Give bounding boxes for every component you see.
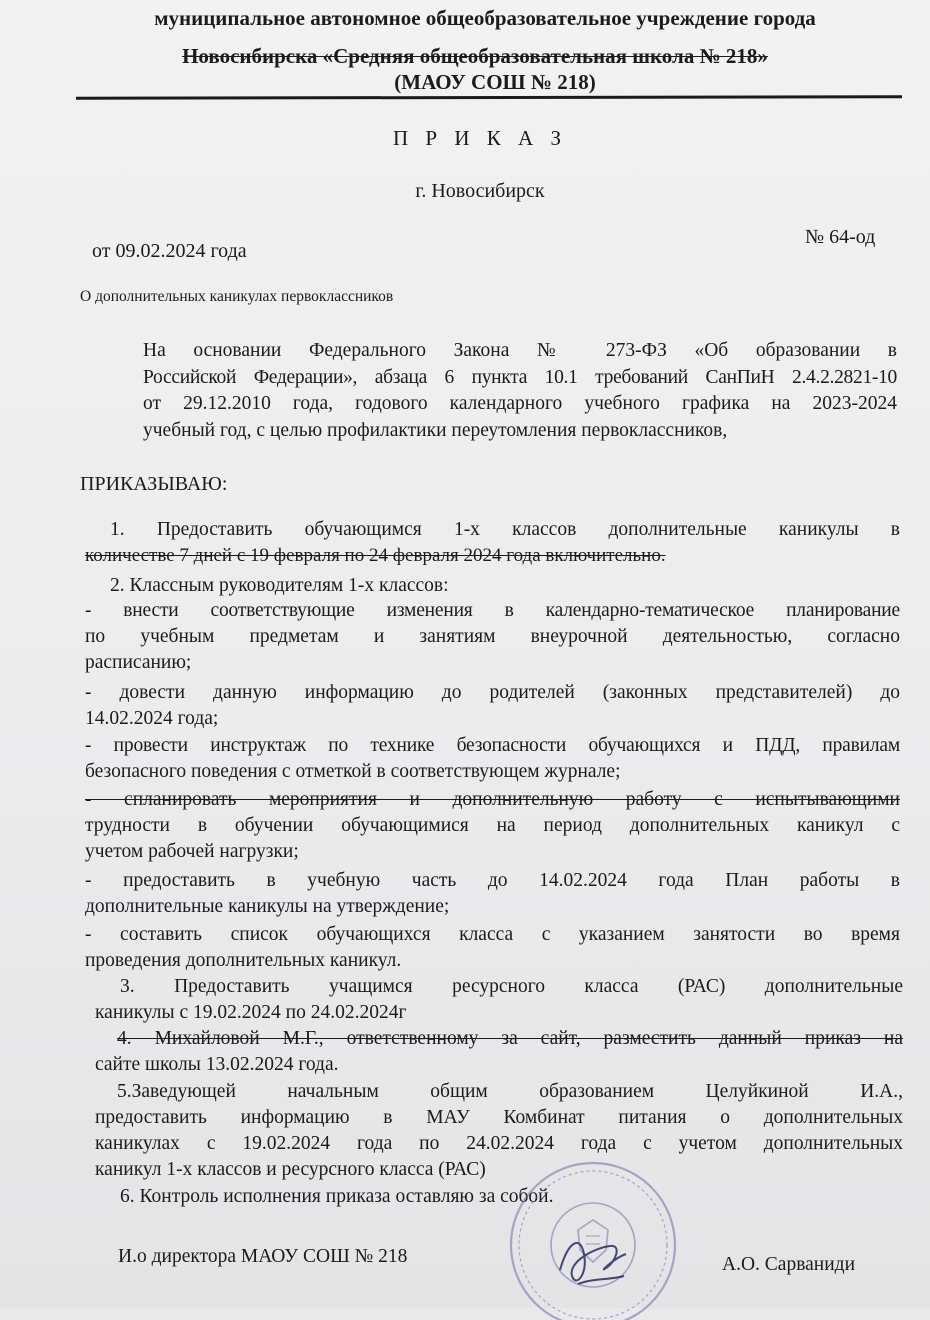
preamble-line: На основании Федерального Закона № 273-ФЗ «Об образовании в [143, 340, 897, 361]
subitem-submit-plan [85, 868, 900, 920]
item-line: по учебным предметам и занятиям внеурочной деятельностью, согласно [85, 626, 900, 647]
signature-position: И.о директора МАОУ СОШ № 218 [118, 1246, 408, 1267]
preamble-line: учебный год, с целью профилактики переутомления первоклассников, [143, 419, 728, 441]
item-line: - составить список обучающихся класса с указанием занятости во время [85, 924, 900, 945]
header-divider [76, 95, 902, 99]
item-line: каникулы с 19.02.2024 по 24.02.2024г [95, 1002, 407, 1023]
item-line: - внести соответствующие изменения в календарно-тематическое планирование [85, 600, 900, 621]
order-item-2 [110, 573, 925, 599]
document-city: г. Новосибирск [415, 180, 545, 202]
subitem-safety-briefing [85, 733, 900, 785]
item-line: - спланировать мероприятия и дополнительную работу с испытывающими [85, 789, 900, 810]
order-word: ПРИКАЗЫВАЮ: [80, 473, 228, 495]
subitem-inform-parents [85, 680, 900, 732]
preamble [85, 338, 897, 444]
item-line: 1. Предоставить обучающимся 1-х классов дополнительные каникулы в [110, 519, 900, 540]
item-line: 3. Предоставить учащимся ресурсного класса (РАС) дополнительные [120, 976, 903, 997]
subitem-student-list [85, 922, 900, 974]
item-line: проведения дополнительных каникул. [85, 950, 402, 971]
item-line: количестве 7 дней с 19 февраля по 24 февраля 2024 года включительно. [85, 545, 666, 566]
subitem-plan-activities [85, 787, 900, 865]
document-title: П Р И К А З [393, 126, 567, 150]
item-line: учетом рабочей нагрузки; [85, 841, 299, 862]
item-line: расписанию; [85, 652, 192, 673]
item-line: 14.02.2024 года; [85, 708, 219, 729]
item-line: 5.Заведующей начальным общим образованием Целуйкиной И.А., [117, 1081, 903, 1102]
subitem-plan-changes [85, 598, 900, 676]
header-org-line-1: муниципальное автономное общеобразовательное учреждение города [154, 6, 816, 30]
preamble-line: от 29.12.2010 года, годового календарного учебного графика на 2023-2024 [143, 393, 897, 414]
header-org-abbrev: (МАОУ СОШ № 218) [394, 70, 596, 94]
item-line: каникул 1-х классов и ресурсного класса (РАС) [95, 1159, 486, 1180]
item-line: 6. Контроль исполнения приказа оставляю за собой. [120, 1186, 554, 1207]
signature-name: А.О. Сарваниди [722, 1254, 856, 1275]
document-subject: О дополнительных каникулах первоклассников [80, 288, 394, 305]
document-number: № 64-од [805, 226, 876, 248]
item-line: 2. Классным руководителям 1-х классов: [110, 575, 449, 596]
order-item-3 [95, 974, 903, 1026]
item-line: - довести данную информацию до родителей (законных представителей) до [85, 682, 900, 703]
item-line: трудности в обучении обучающимися на период дополнительных каникул с [85, 815, 900, 836]
official-stamp-icon [498, 1150, 698, 1320]
item-line: каникулах с 19.02.2024 года по 24.02.2024 года с учетом дополнительных [95, 1133, 903, 1154]
item-line: 4. Михайловой М.Г., ответственному за сайт, разместить данный приказ на [117, 1028, 903, 1049]
document-date: от 09.02.2024 года [92, 240, 247, 262]
item-line: безопасного поведения с отметкой в соответствующем журнале; [85, 761, 621, 782]
item-line: сайте школы 13.02.2024 года. [95, 1054, 339, 1075]
order-item-1 [85, 517, 900, 569]
preamble-line: Российской Федерации», абзаца 6 пункта 10.1 требований СанПиН 2.4.2.2821-10 [143, 366, 897, 388]
item-line: - провести инструктаж по технике безопасности обучающихся и ПДД, правилам [85, 735, 900, 756]
item-line: предоставить информацию в МАУ Комбинат питания о дополнительных [95, 1107, 903, 1128]
item-line: - предоставить в учебную часть до 14.02.2024 года План работы в [85, 870, 900, 891]
item-line: дополнительные каникулы на утверждение; [85, 896, 450, 917]
order-item-4 [95, 1026, 903, 1078]
header-org-line-2: Новосибирска «Средняя общеобразовательная школа № 218» [182, 44, 768, 68]
